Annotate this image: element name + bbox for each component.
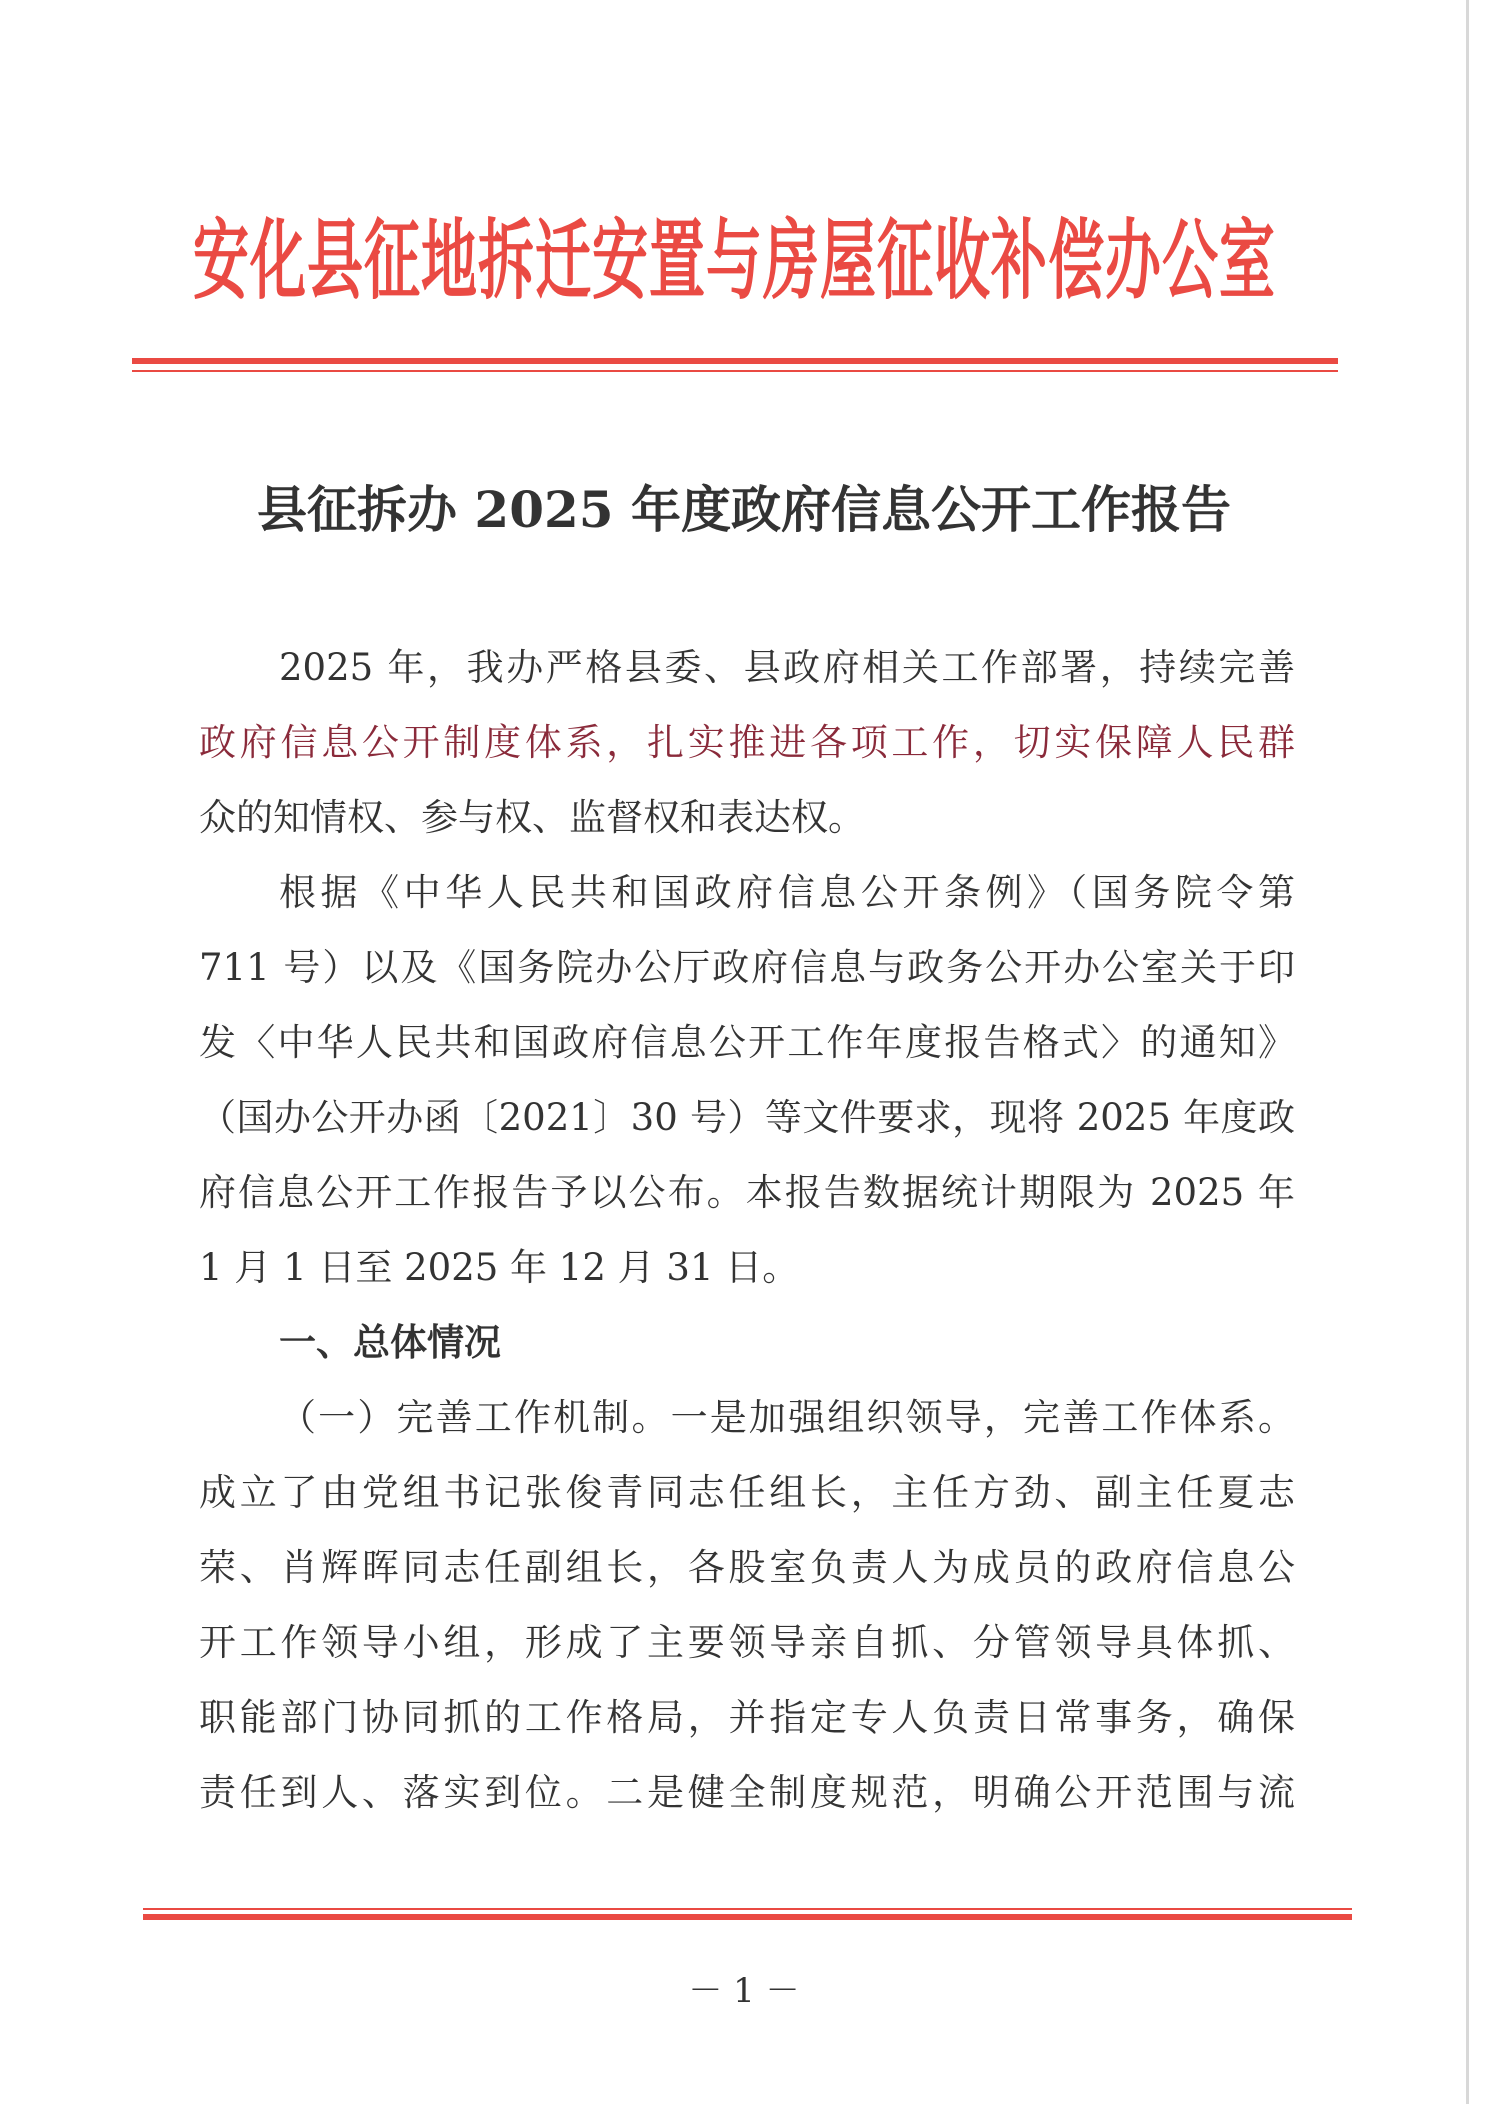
scan-edge [1466,0,1469,2104]
header-rule-thick [132,358,1338,364]
paragraph-line: 1 月 1 日至 2025 年 12 月 31 日。 [199,1246,800,1289]
footer-rule-thin [143,1908,1352,1910]
paragraph-line: （一）完善工作机制。一是加强组织领导，完善工作体系。 [279,1396,1295,1439]
paragraph-line: 根据《中华人民共和国政府信息公开条例》（国务院令第 [279,871,1295,914]
issuing-organization: 安化县征地拆迁安置与房屋征收补偿办公室 [193,211,1276,313]
paragraph-line: 发〈中华人民共和国政府信息公开工作年度报告格式〉的通知》 [199,1021,1295,1064]
paragraph-line: 责任到人、落实到位。二是健全制度规范，明确公开范围与流 [199,1771,1295,1814]
paragraph-line: 府信息公开工作报告予以公布。本报告数据统计期限为 2025 年 [199,1171,1295,1214]
paragraph-line: 众的知情权、参与权、监督权和表达权。 [199,796,865,839]
paragraph-line: 711 号）以及《国务院办公厅政府信息与政务公开办公室关于印 [199,946,1295,989]
paragraph-line: 开工作领导小组，形成了主要领导亲自抓、分管领导具体抓、 [199,1621,1295,1664]
document-body [199,630,1295,1830]
paragraph-line: 2025 年，我办严格县委、县政府相关工作部署，持续完善 [279,646,1295,689]
paragraph-line: 政府信息公开制度体系，扎实推进各项工作，切实保障人民群 [199,721,1295,764]
paragraph-line: 荣、肖辉晖同志任副组长，各股室负责人为成员的政府信息公 [199,1546,1295,1589]
page-number: － 1 － [688,1971,800,2011]
document-header [182,205,1287,313]
header-rule-thin [132,370,1338,372]
paragraph-line: 职能部门协同抓的工作格局，并指定专人负责日常事务，确保 [199,1696,1295,1739]
paragraph-line: 成立了由党组书记张俊青同志任组长，主任方劲、副主任夏志 [199,1471,1295,1514]
section-heading: 一、总体情况 [279,1321,501,1364]
footer-rule-thick [143,1914,1352,1920]
paragraph-line: （国办公开办函〔2021〕30 号）等文件要求，现将 2025 年度政 [199,1096,1295,1139]
document-title: 县征拆办 2025 年度政府信息公开工作报告 [257,480,1231,539]
